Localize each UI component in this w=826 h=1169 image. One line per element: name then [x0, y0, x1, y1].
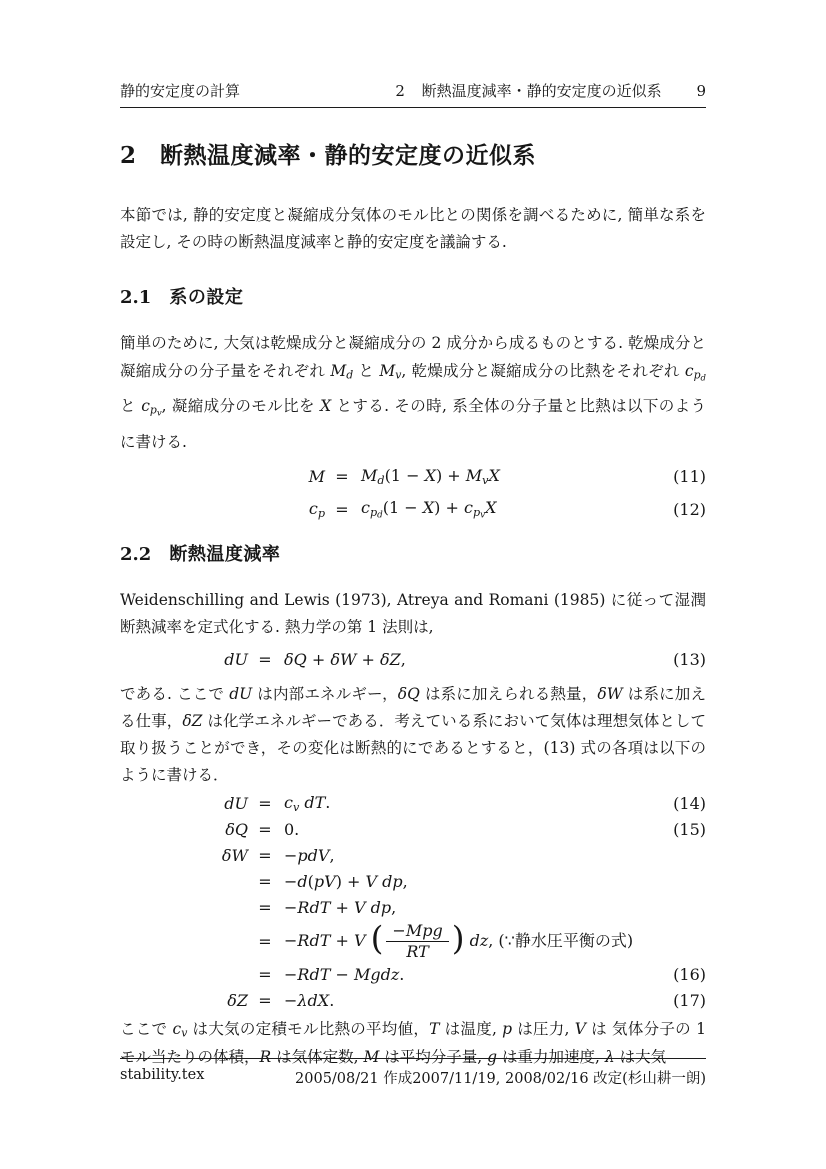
text-run: M [361, 465, 378, 485]
text-run: c [361, 497, 370, 517]
text-run: RdT [297, 965, 331, 984]
text-run: c [284, 793, 293, 813]
equation-lhs [120, 846, 248, 865]
text-run: δZ [182, 711, 203, 730]
text-run: ここで [120, 1019, 173, 1038]
text-run: − [284, 930, 298, 950]
equation-rhs [282, 965, 656, 984]
equation-rhs [282, 872, 656, 891]
equals-sign: = [258, 820, 272, 839]
text-run: − [284, 991, 298, 1010]
text-run: δZ [227, 991, 248, 1010]
text-run: + [306, 649, 331, 669]
text-run: dz [469, 930, 489, 950]
text-run: Weidenschilling and Lewis (1973), Atreya and Romani (1985) に従って湿潤断熱減率を定式化する. 熱力学の第 1 法則は, [120, 590, 706, 636]
equation-number: (17) [673, 991, 706, 1010]
subsection-title: 系の設定 [169, 287, 244, 308]
text-run: , (∵静水圧平衡の式) [488, 930, 634, 950]
header-doc-title: 静的安定度の計算 [120, 82, 241, 100]
equation-number: (12) [673, 499, 706, 519]
fraction-numerator [386, 921, 448, 941]
header-section-ref [383, 82, 706, 101]
equation-13 [120, 644, 706, 675]
footer-filename: stability.tex [120, 1067, 205, 1083]
text-run: X [488, 465, 500, 485]
text-run: ) + [434, 497, 464, 517]
text-run: は気体定数, [271, 1048, 364, 1067]
text-run: − [284, 846, 298, 865]
equation-row [120, 791, 706, 817]
text-run: 本節では, 静的安定度と凝縮成分気体のモル比との関係を調べるために, 簡単な系を設定し, その時の断熱温度減率と静的安定度を議論する. [120, 206, 706, 251]
text-run: は内部エネルギー， [252, 684, 398, 703]
equals-sign: = [258, 649, 272, 669]
equation-number: (14) [673, 794, 706, 813]
equation-row [120, 869, 706, 895]
fraction [386, 921, 448, 962]
equation-rhs [282, 898, 656, 917]
text-run: ( [370, 918, 384, 957]
text-run: RT [406, 941, 429, 961]
text-run: p [317, 506, 325, 520]
equation-rhs [282, 793, 656, 814]
text-run: . [329, 991, 335, 1010]
text-run: Mgdz [353, 965, 400, 984]
text-run: λ [604, 1048, 615, 1067]
text-run: c [172, 1019, 182, 1038]
equation-row [120, 843, 706, 869]
text-run: は大気の定積モル比熱の平均値， [187, 1019, 430, 1038]
text-run: ) + [335, 872, 366, 891]
text-run: は重力加速度, [497, 1048, 605, 1067]
text-run: − [330, 965, 354, 984]
text-run: − [284, 872, 298, 891]
text-run: δQ [225, 820, 248, 839]
header-section-title: 断熱温度減率・静的安定度の近似系 [421, 82, 662, 100]
equals-sign: = [258, 794, 272, 813]
equation-rhs [282, 846, 656, 865]
text-run: (1 − [384, 465, 425, 485]
page-content [120, 0, 706, 1070]
text-run: とする. その時, 系全体の分子量と比熱は以下のように書ける. [120, 397, 706, 451]
text-run: は化学エネルギーである．考えている系において気体は理想気体として取り扱うことができ，その変化は断熱的にであるとすると，(13) 式の各項は以下のように書ける． [120, 711, 706, 784]
text-run: は系に加えられる熱量， [419, 684, 598, 703]
text-run: X [485, 497, 497, 517]
text-run: は 気体分子の 1 モル当たりの体積， [120, 1019, 706, 1067]
text-run: は系に加える仕事， [120, 684, 706, 730]
equals-sign: = [258, 898, 272, 917]
text-run: p [502, 1019, 513, 1038]
equation-row [120, 918, 706, 962]
equation-group-11-12 [120, 460, 706, 526]
text-run: δQ [397, 684, 420, 703]
text-run: dU [229, 684, 253, 703]
text-run: (1 − [382, 497, 423, 517]
text-run: M [308, 466, 325, 486]
equation-rhs [282, 650, 656, 669]
equation-row [120, 895, 706, 921]
text-run: v [292, 800, 300, 814]
equation-row [120, 460, 706, 493]
text-run: は大気 [614, 1048, 667, 1067]
text-run: v [480, 510, 486, 521]
text-run: ( [307, 872, 314, 891]
text-run: d [297, 872, 308, 891]
paragraph-setup [120, 329, 706, 456]
text-run: v [156, 408, 162, 419]
paragraph-term-definitions [120, 681, 706, 789]
text-run: M [330, 362, 347, 380]
fraction-denominator [386, 941, 448, 962]
text-run: 簡単のために, 大気は乾燥成分と凝縮成分の 2 成分から成るものとする. 乾燥成分と凝縮成分の分子量をそれぞれ [120, 334, 706, 380]
text-run: T [429, 1019, 440, 1038]
text-run: d [700, 373, 706, 384]
equation-row [120, 644, 706, 675]
equation-lhs [120, 820, 248, 839]
text-run: . [325, 793, 331, 813]
text-run: RdT [297, 930, 331, 950]
equation-number: (16) [673, 965, 706, 984]
equation-number: (11) [673, 466, 706, 486]
text-run: d [377, 510, 383, 521]
text-run: c [141, 397, 150, 416]
text-run: , 乾燥成分と凝縮成分の比熱をそれぞれ [401, 362, 685, 380]
text-run: p [693, 368, 701, 382]
text-run: v [395, 368, 402, 382]
text-run: M [379, 362, 396, 380]
text-run: + [330, 898, 354, 917]
equals-sign: = [258, 846, 272, 865]
section-number: 2 [120, 142, 137, 169]
text-run: V dp [353, 898, 392, 917]
text-run: , 凝縮成分のモル比を [161, 397, 321, 416]
header-section-number: 2 [395, 82, 405, 100]
equals-sign: = [258, 991, 272, 1010]
text-run: p [369, 505, 378, 519]
text-run: . [399, 965, 405, 984]
text-run: X [424, 465, 436, 485]
text-run: V dp [365, 872, 403, 891]
text-run: + [330, 930, 354, 950]
text-run: M [363, 1048, 380, 1067]
subsection-number: 2.1 [120, 287, 152, 308]
text-run: δW [597, 684, 623, 703]
text-run: dT [299, 793, 326, 813]
text-run: p [472, 505, 481, 519]
text-run: − [284, 965, 298, 984]
text-run: dU [224, 649, 248, 669]
equation-row [120, 988, 706, 1014]
text-run: λdX [297, 991, 330, 1010]
footer-revision: 2005/08/21 作成2007/11/19, 2008/02/16 改定(杉山耕一朗) [295, 1071, 706, 1087]
text-run: δW [330, 649, 357, 669]
text-run: c [308, 498, 318, 518]
equation-row [120, 962, 706, 988]
equation-rhs [282, 918, 656, 962]
text-run: M [465, 465, 483, 485]
text-run: δW [221, 846, 248, 865]
text-run: v [482, 473, 489, 487]
text-run: , [400, 649, 406, 669]
text-run: と [120, 397, 142, 416]
paragraph-first-law [120, 587, 706, 641]
text-run: RdT [297, 898, 331, 917]
text-run: , [402, 872, 408, 891]
text-run: である. ここで [120, 684, 230, 703]
paragraph-intro [120, 202, 706, 256]
text-run: V [353, 930, 366, 950]
text-run: R [259, 1048, 272, 1067]
text-run: pdV [297, 846, 330, 865]
text-run: − [284, 898, 298, 917]
text-run: pV [313, 872, 336, 891]
text-run: + [356, 649, 380, 669]
text-run: , [329, 846, 335, 865]
equation-lhs [120, 991, 248, 1010]
equation-rhs [359, 498, 656, 520]
text-run: V [574, 1019, 586, 1038]
text-run: 0. [284, 820, 300, 839]
equals-sign: = [335, 499, 349, 519]
text-run: X [422, 497, 435, 517]
text-run: ) + [435, 465, 466, 485]
section-title: 断熱温度減率・静的安定度の近似系 [160, 143, 537, 169]
text-run: は平均分子量, [379, 1048, 488, 1067]
equals-sign: = [335, 466, 349, 486]
running-header [120, 82, 706, 108]
equation-row [120, 817, 706, 843]
equation-lhs [120, 467, 325, 486]
text-run: d [377, 473, 385, 487]
equation-row [120, 493, 706, 526]
text-run: δZ [379, 649, 401, 669]
running-footer [120, 1058, 706, 1088]
equation-rhs [282, 991, 656, 1010]
subsection-heading-21 [120, 285, 706, 310]
text-run: X [320, 397, 332, 416]
equation-lhs [120, 499, 325, 520]
subsection-number: 2.2 [120, 543, 152, 565]
equation-lhs [120, 650, 248, 669]
equation-rhs [282, 820, 656, 839]
text-run: dU [224, 794, 248, 813]
subsection-title: 断熱温度減率 [169, 543, 281, 565]
equation-number: (15) [673, 820, 706, 839]
text-run: と [353, 362, 380, 380]
equation-number: (13) [673, 649, 706, 669]
text-run: g [487, 1048, 498, 1067]
text-run: p [149, 403, 157, 417]
section-heading [120, 141, 706, 171]
equation-lhs [120, 794, 248, 813]
header-page-number: 9 [696, 82, 706, 100]
text-run: は圧力, [512, 1019, 575, 1038]
text-run: δQ [284, 649, 307, 669]
equals-sign: = [258, 965, 272, 984]
text-run: は温度, [439, 1019, 503, 1038]
text-run: v [181, 1026, 188, 1040]
text-run: c [464, 497, 473, 517]
equation-rhs [359, 466, 656, 487]
equals-sign: = [258, 872, 272, 891]
text-run: Mpg [405, 920, 443, 940]
text-run: , [391, 898, 397, 917]
text-run: c [684, 362, 694, 380]
text-run: d [346, 368, 354, 382]
text-run: − [392, 920, 406, 940]
subsection-heading-22 [120, 542, 706, 567]
equation-group-14-17 [120, 791, 706, 1014]
text-run: ) [451, 918, 465, 957]
equals-sign: = [258, 931, 272, 951]
